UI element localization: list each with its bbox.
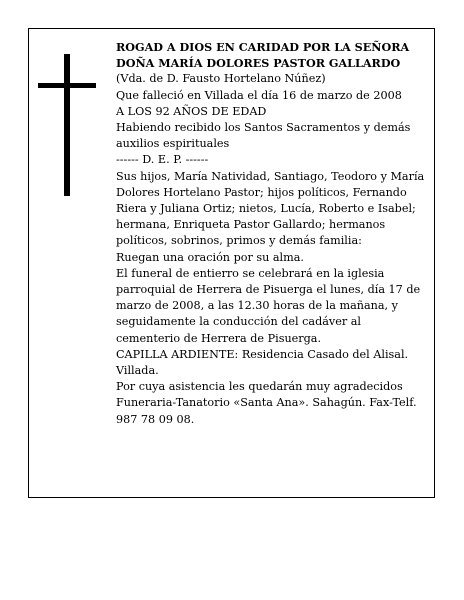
chapel-line: CAPILLA ARDIENTE: Residencia Casado del Alisal. Villada. [116,347,409,378]
age-line: A LOS 92 AÑOS DE EDAD [116,104,267,118]
header-line-2: DOÑA MARÍA DOLORES PASTOR GALLARDO [116,56,401,71]
widow-line: (Vda. de D. Fausto Hortelano Núñez) [116,72,326,86]
obituary-text [116,39,428,428]
sacraments-line: Habiendo recibido los Santos Sacramentos y demás auxilios espirituales [116,121,411,151]
cross-icon-arm [38,83,96,88]
thanks-paragraph: Por cuya asistencia les quedarán muy agradecidos Funeraria-Tanatorio «Santa Ana». Sahagún. Fax-Telf. 987 78 09 08. [116,380,417,426]
death-line: Que falleció en Villada el día 16 de marzo de 2008 [116,88,402,102]
family-paragraph: Sus hijos, María Natividad, Santiago, Teodoro y María Dolores Hortelano Pastor; hijos políticos, Fernando Riera y Juliana Ortiz; nietos, Lucía, Roberto e Isabel; hermana, Enriqueta Pastor Gallardo; hermanos políticos, sobrinos, primos y demás familia: [116,169,425,248]
cross-icon [64,54,70,196]
dep-line: ------ D. E. P. ------ [116,153,209,167]
prayer-line: Ruegan una oración por su alma. [116,250,304,264]
funeral-paragraph: El funeral de entierro se celebrará en la iglesia parroquial de Herrera de Pisuerga el lunes, día 17 de marzo de 2008, a las 12.30 horas de la mañana, y seguidamente la conducción del cadáver al cementerio de Herrera de Pisuerga. [116,266,421,345]
header-line-1: ROGAD A DIOS EN CARIDAD POR LA SEÑORA [116,40,410,54]
